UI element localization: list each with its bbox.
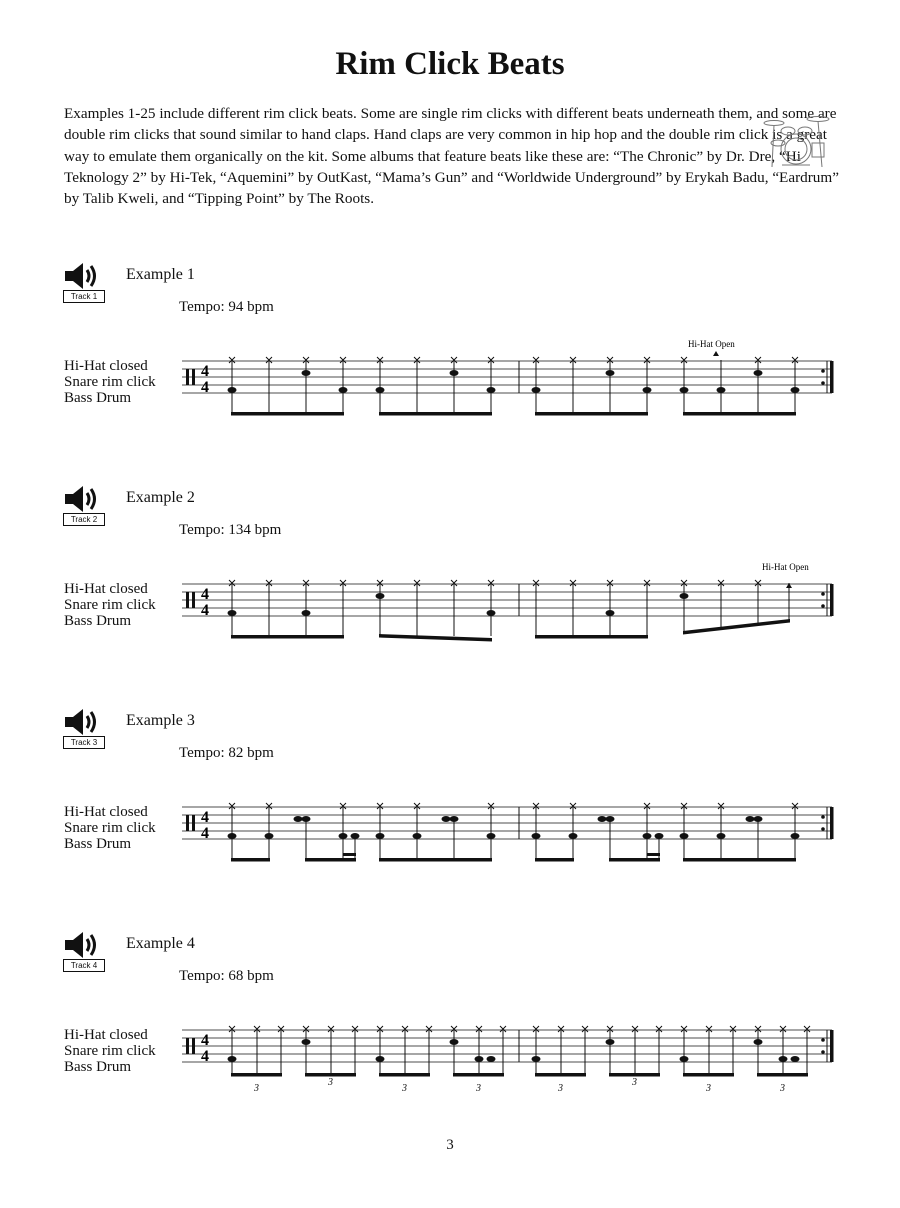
- example-label: Example 1: [126, 266, 195, 283]
- svg-text:4: 4: [201, 1048, 209, 1065]
- drum-staff: [0, 259, 900, 459]
- svg-text:4: 4: [201, 1032, 209, 1049]
- drum-kit-icon: [760, 107, 832, 173]
- instrument-hihat: Hi-Hat closed: [64, 358, 148, 374]
- drum-staff: [0, 482, 900, 682]
- triplet-marker: 3: [402, 1083, 407, 1094]
- track-badge: Track 3: [63, 736, 105, 749]
- triplet-marker: 3: [780, 1083, 785, 1094]
- instrument-bass: Bass Drum: [64, 390, 132, 406]
- instrument-hihat: Hi-Hat closed: [64, 1027, 148, 1043]
- triplet-marker: 3: [632, 1077, 637, 1088]
- instrument-snare: Snare rim click: [64, 374, 156, 390]
- tempo-label: Tempo: 134 bpm: [179, 522, 282, 538]
- tempo-label: Tempo: 68 bpm: [179, 968, 274, 984]
- example-label: Example 2: [126, 489, 195, 506]
- svg-text:4: 4: [201, 809, 209, 826]
- svg-text:4: 4: [201, 586, 209, 603]
- example-label: Example 3: [126, 712, 195, 729]
- track-badge: Track 4: [63, 959, 105, 972]
- svg-text:4: 4: [201, 602, 209, 619]
- example-3: [0, 705, 900, 905]
- example-1: [0, 259, 900, 459]
- instrument-hihat: Hi-Hat closed: [64, 581, 148, 597]
- instrument-bass: Bass Drum: [64, 1059, 132, 1075]
- instrument-snare: Snare rim click: [64, 820, 156, 836]
- triplet-marker: 3: [254, 1083, 259, 1094]
- example-4: [0, 928, 900, 1128]
- drum-staff: [0, 928, 900, 1128]
- drum-staff: [0, 705, 900, 905]
- track-badge: Track 2: [63, 513, 105, 526]
- svg-text:4: 4: [201, 363, 209, 380]
- svg-text:4: 4: [201, 825, 209, 842]
- triplet-marker: 3: [476, 1083, 481, 1094]
- triplet-marker: 3: [558, 1083, 563, 1094]
- example-2: [0, 482, 900, 682]
- triplet-marker: 3: [328, 1077, 333, 1088]
- hihat-open-label: Hi-Hat Open: [762, 562, 809, 572]
- track-badge: Track 1: [63, 290, 105, 303]
- hihat-open-label: Hi-Hat Open: [688, 339, 735, 349]
- example-label: Example 4: [126, 935, 195, 952]
- triplet-marker: 3: [706, 1083, 711, 1094]
- svg-text:4: 4: [201, 379, 209, 396]
- intro-paragraph: Examples 1-25 include different rim click beats. Some are single rim clicks with different beats underneath them, and some are double rim clicks that sound similar to hand claps. Hand claps are very common in hip hop and the double rim click is a great way to emulate them organically on the kit. Some albums that feature beats like these are: “The Chronic” by Dr. Dre, “Hi Teknology 2” by Hi-Tek, “Aquemini” by OutKast, “Mama’s Gun” and “Worldwide Underground” by Erykah Badu, “Eardrum” by Talib Kweli, and “Tipping Point” by The Roots.: [64, 105, 839, 208]
- page-number: 3: [446, 1137, 454, 1153]
- instrument-bass: Bass Drum: [64, 613, 132, 629]
- tempo-label: Tempo: 82 bpm: [179, 745, 274, 761]
- page-title: Rim Click Beats: [335, 46, 565, 82]
- tempo-label: Tempo: 94 bpm: [179, 299, 274, 315]
- instrument-bass: Bass Drum: [64, 836, 132, 852]
- instrument-hihat: Hi-Hat closed: [64, 804, 148, 820]
- instrument-snare: Snare rim click: [64, 1043, 156, 1059]
- instrument-snare: Snare rim click: [64, 597, 156, 613]
